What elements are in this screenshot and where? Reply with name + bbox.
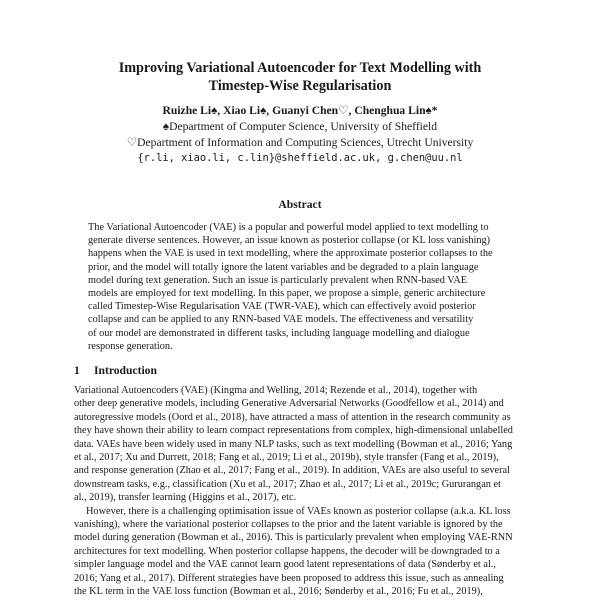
abstract-line: model during text generation. Such an issue is particularly prevalent when RNN-based VAE	[88, 274, 468, 286]
intro-line: the KL term in the VAE loss function (Bowman et al., 2016; Sønderby et al., 2016; Fu et al., 2019),	[74, 586, 483, 598]
abstract-line: happens when the VAE is used in text modelling, where the approximate posterior collapses to the	[88, 248, 493, 260]
abstract-line: called Timestep-Wise Regularisation VAE (TWR-VAE), which can effectively avoid posterior	[88, 301, 476, 313]
affiliation-sheffield: ♠Department of Computer Science, University of Sheffield	[162, 120, 438, 133]
intro-line: data. VAEs have been widely used in many NLP tasks, such as text modelling (Bowman et al., 2016; Yang	[74, 438, 513, 450]
intro-line: simpler language model and the VAE cannot learn good latent representations of data (Sønderby et al.,	[74, 559, 496, 571]
author-emails: {r.li, xiao.li, c.lin}@sheffield.ac.uk, g.chen@uu.nl	[137, 152, 463, 164]
title-line: Timestep-Wise Regularisation	[208, 78, 392, 94]
intro-line: et al., 2017; Xu and Durrett, 2018; Fang et al., 2019; Li et al., 2019b), style transfer (Fang et al., 2019),	[74, 452, 499, 464]
intro-line: model during generation (Bowman et al., 2016). This is particularly prevalent when employing VAE-RNN	[74, 532, 513, 544]
introduction-body	[74, 384, 529, 599]
abstract-line: prior, and the model will totally ignore the latent variables and be degraded to a plain language	[88, 261, 479, 273]
section-title: Introduction	[94, 364, 157, 377]
section-heading-introduction	[74, 364, 157, 378]
abstract-line: of our model are demonstrated in different tasks, including language modelling and dialogue	[88, 327, 470, 339]
abstract-line: generate diverse sentences. However, an issue known as posterior collapse (or KL loss vanishing)	[88, 235, 491, 247]
intro-line: However, there is a challenging optimisation issue of VAEs known as posterior collapse (a.k.a. KL loss	[86, 505, 511, 517]
author-list: Ruizhe Li♠, Xiao Li♠, Guanyi Chen♡, Chenghua Lin♠*	[162, 104, 438, 117]
abstract-body	[88, 221, 514, 353]
intro-line: downstream tasks, e.g., classification (Xu et al., 2017; Zhao et al., 2017; Li et al., 2019c; Gururangan et	[74, 478, 501, 490]
abstract-line: The Variational Autoencoder (VAE) is a popular and powerful model applied to text modelling to	[88, 222, 489, 233]
intro-line: al., 2019), transfer learning (Higgins et al., 2017), etc.	[74, 492, 297, 504]
intro-line: other deep generative models, including Generative Adversarial Networks (Goodfellow et al., 2014) and	[74, 398, 504, 410]
abstract-line: models are employed for text modelling. In this paper, we propose a simple, generic architecture	[88, 288, 486, 300]
intro-line: they have shown their ability to learn compact representations from complex, high-dimensional unlabelled	[74, 425, 513, 437]
intro-line: 2016; Yang et al., 2017). Different strategies have been proposed to address this issue, such as annealing	[74, 572, 504, 584]
abstract-line: collapse and can be applied to any RNN-based VAE models. The effectiveness and versatility	[88, 314, 474, 326]
intro-line: autoregressive models (Oord et al., 2018), have attracted a mass of attention in the research community as	[74, 411, 511, 423]
intro-line: architectures for text modelling. When posterior collapse happens, the decoder will be downgraded to a	[74, 545, 500, 557]
intro-line: and response generation (Zhao et al., 2017; Fang et al., 2019). In addition, VAEs are also useful to several	[74, 465, 510, 477]
affiliation-utrecht: ♡Department of Information and Computing Sciences, Utrecht University	[126, 136, 474, 149]
intro-line: vanishing), where the variational posterior collapses to the prior and the latent variable is ignored by the	[74, 519, 503, 531]
paper-title	[60, 59, 540, 95]
title-line: Improving Variational Autoencoder for Text Modelling with	[118, 60, 482, 76]
abstract-line: response generation.	[88, 340, 173, 352]
section-number: 1	[74, 364, 80, 377]
intro-line: Variational Autoencoders (VAE) (Kingma and Welling, 2014; Rezende et al., 2014), together with	[74, 385, 478, 396]
abstract-heading: Abstract	[278, 198, 322, 211]
